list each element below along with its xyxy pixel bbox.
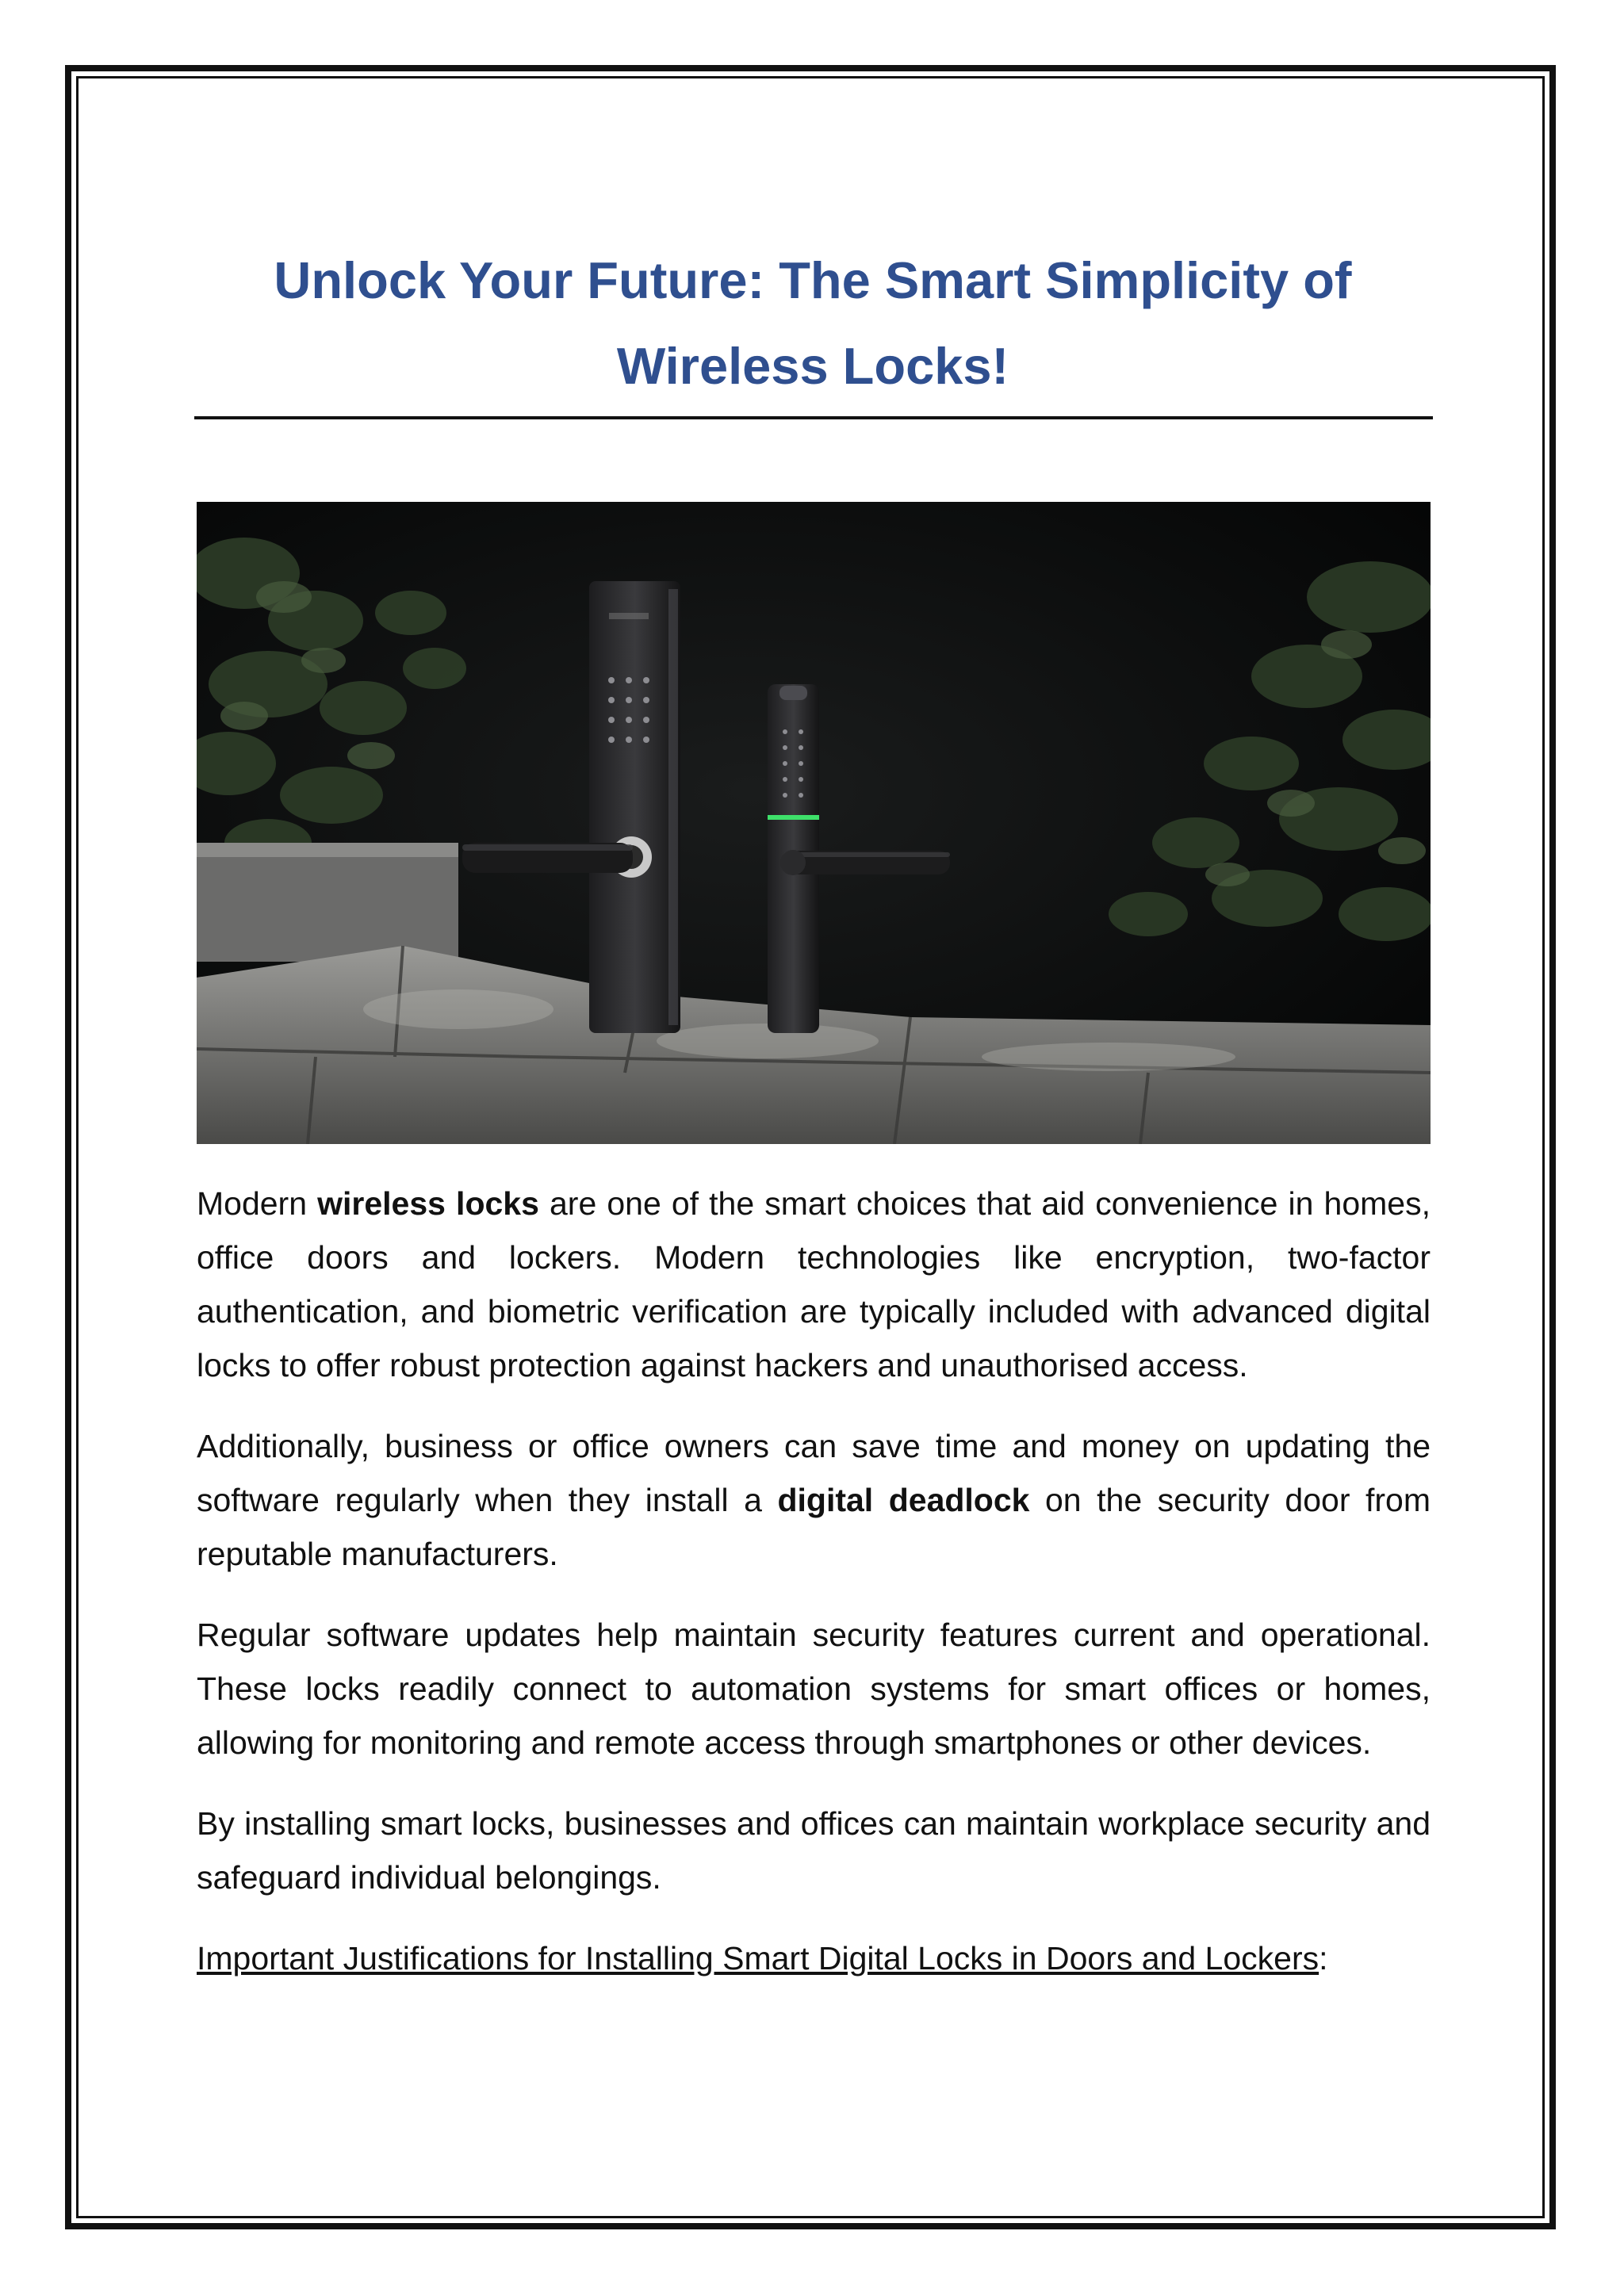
paragraph-updates: Regular software updates help maintain security features current and operational. These locks readily connect to automation systems for smart offices or homes, allowing for monitoring and remote access through smartphones or other devices. [197,1617,1431,1761]
paragraph-intro: Modern wireless locks are one of the smart choices that aid convenience in homes, office doors and lockers. Modern technologies like encryption, two-factor authentication, and biometric verification are typically included with advanced digital locks to offer robust protection against hackers and unauthorised access. [197,1185,1431,1383]
smart-door-lock-image [197,502,1431,1144]
keyword-wireless-locks[interactable]: wireless locks [317,1185,539,1222]
title-divider [194,416,1433,419]
keyword-digital-deadlock[interactable]: digital deadlock [777,1482,1030,1518]
paragraph-security: By installing smart locks, businesses and offices can maintain workplace security and safeguard individual belongings. [197,1805,1431,1896]
page-title: Unlock Your Future: The Smart Simplicity of Wireless Locks! [274,251,1352,395]
paragraph-justifications: Important Justifications for Installing Smart Digital Locks in Doors and Lockers: [197,1940,1328,1976]
paragraph-deadlock: Additionally, business or office owners can save time and money on updating the software regularly when they install a digital deadlock on the security door from reputable manufacturers. [197,1428,1431,1572]
article-body [197,1177,1431,2012]
justifications-link[interactable]: Important Justifications for Installing Smart Digital Locks in Doors and Lockers [197,1940,1320,1976]
